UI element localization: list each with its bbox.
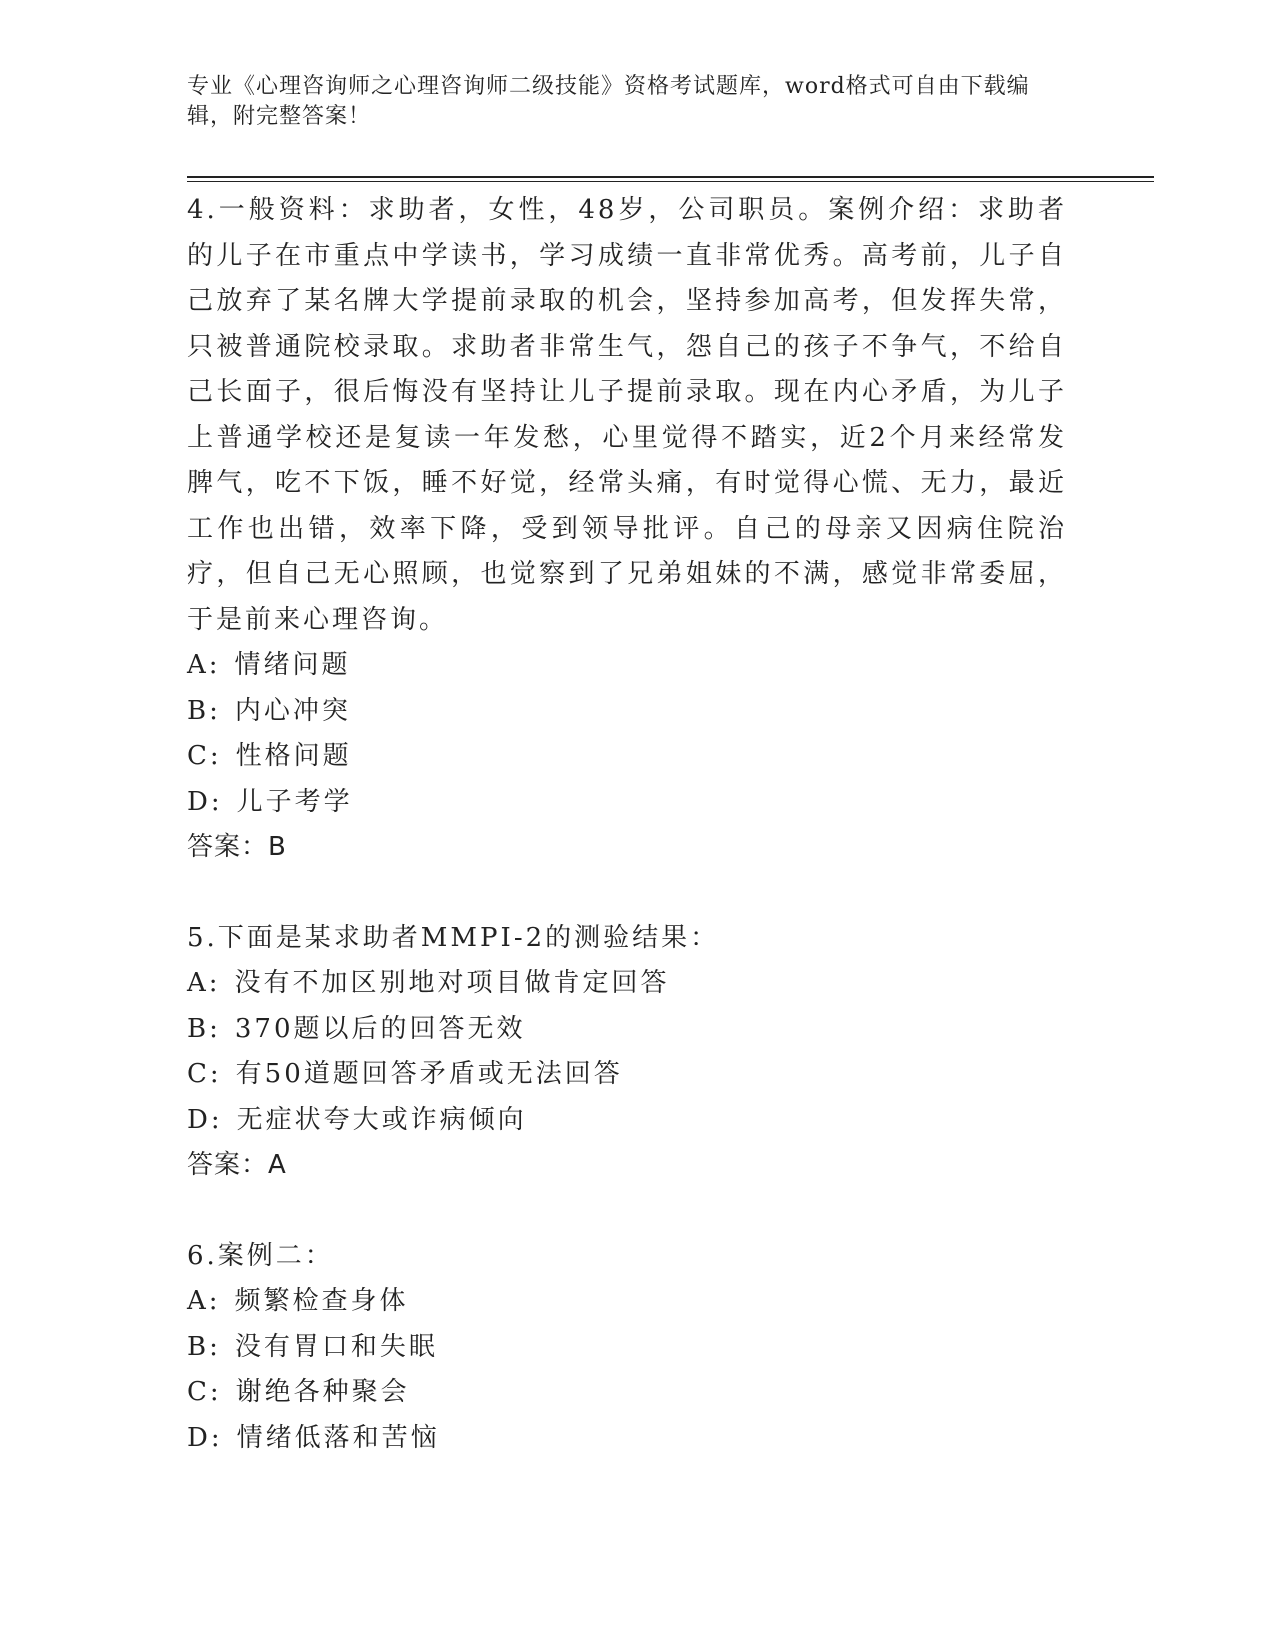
option-text: 儿子考学 xyxy=(236,786,353,817)
option-letter: C: xyxy=(187,741,222,771)
option-letter: B: xyxy=(187,1013,221,1044)
option-letter: C: xyxy=(187,1377,222,1407)
option-letter: A: xyxy=(187,650,221,680)
question-spacer xyxy=(187,1189,1067,1234)
option-letter: B: xyxy=(187,695,221,726)
option-text: 情绪低落和苦恼 xyxy=(236,1422,440,1453)
option-c xyxy=(187,1052,1067,1098)
option-letter: C: xyxy=(187,1059,222,1089)
option-d xyxy=(187,1416,1067,1462)
question-5 xyxy=(187,916,1067,1189)
option-text: 无症状夸大或诈病倾向 xyxy=(236,1104,527,1135)
option-text: 有50道题回答矛盾或无法回答 xyxy=(235,1059,623,1089)
question-stem: 5.下面是某求助者MMPI-2的测验结果： xyxy=(187,922,720,953)
option-d xyxy=(187,780,1067,826)
option-letter: D: xyxy=(187,786,223,817)
option-b xyxy=(187,1325,1067,1371)
option-letter: A: xyxy=(187,968,221,998)
option-b xyxy=(187,689,1067,735)
option-text: 谢绝各种聚会 xyxy=(235,1377,410,1407)
option-text: 没有不加区别地对项目做肯定回答 xyxy=(234,968,670,998)
option-text: 370题以后的回答无效 xyxy=(234,1013,526,1044)
option-letter: D: xyxy=(187,1422,223,1453)
option-letter: D: xyxy=(187,1104,223,1135)
option-c xyxy=(187,1370,1067,1416)
header-divider-thick xyxy=(187,176,1154,178)
option-letter: A: xyxy=(187,1286,221,1316)
question-4 xyxy=(187,188,1067,871)
answer-line: 答案：B xyxy=(187,832,287,862)
question-stem: 4.一般资料：求助者，女性，48岁，公司职员。案例介绍：求助者的儿子在市重点中学读书，学习成绩一直非常优秀。高考前，儿子自己放弃了某名牌大学提前录取的机会，坚持参加高考，但发挥失常，只被普通院校录取。求助者非常生气，怨自己的孩子不争气，不给自己长面子，很后悔没有坚持让儿子提前录取。现在内心矛盾，为儿子上普通学校还是复读一年发愁，心里觉得不踏实，近2个月来经常发脾气，吃不下饭，睡不好觉，经常头痛，有时觉得心慌、无力，最近工作也出错，效率下降，受到领导批评。自己的母亲又因病住院治疗，但自己无心照顾，也觉察到了兄弟姐妹的不满，感觉非常委屈，于是前来心理咨询。 xyxy=(187,195,1067,635)
option-a xyxy=(187,961,1067,1007)
question-list xyxy=(187,188,1067,1461)
page-header: 专业《心理咨询师之心理咨询师二级技能》资格考试题库，word格式可自由下载编辑，附完整答案！ xyxy=(187,74,1030,129)
option-b xyxy=(187,1007,1067,1053)
option-c xyxy=(187,734,1067,780)
option-text: 没有胃口和失眠 xyxy=(234,1331,438,1362)
question-spacer xyxy=(187,871,1067,916)
option-text: 性格问题 xyxy=(235,741,352,771)
option-text: 频繁检查身体 xyxy=(234,1286,409,1316)
option-text: 内心冲突 xyxy=(234,695,351,726)
option-a xyxy=(187,643,1067,689)
question-stem: 6.案例二： xyxy=(187,1240,334,1271)
answer-line: 答案：A xyxy=(187,1150,287,1180)
option-letter: B: xyxy=(187,1331,221,1362)
option-d xyxy=(187,1098,1067,1144)
option-a xyxy=(187,1279,1067,1325)
header-divider-thin xyxy=(187,181,1154,182)
question-6 xyxy=(187,1234,1067,1462)
option-text: 情绪问题 xyxy=(234,650,351,680)
